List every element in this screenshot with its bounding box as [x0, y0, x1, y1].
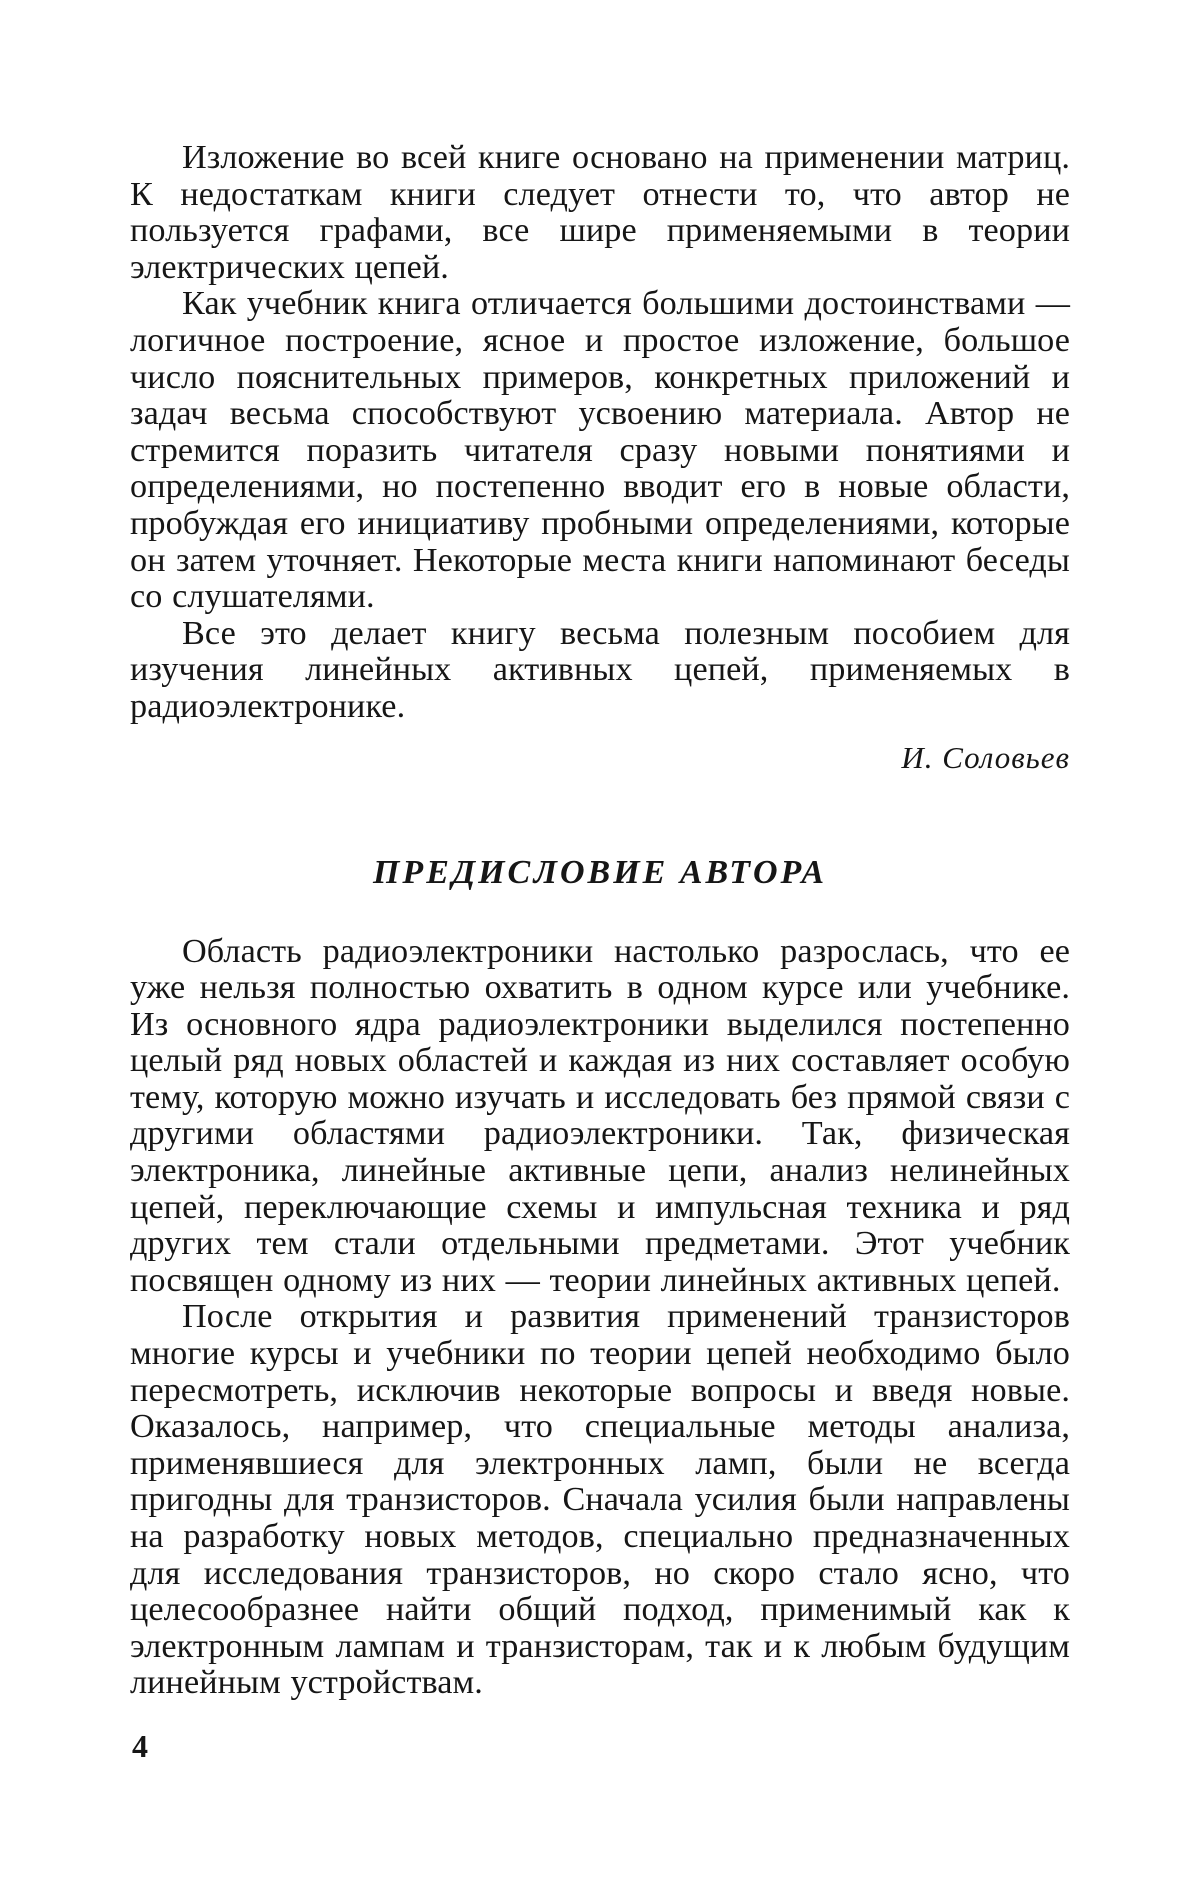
review-section — [130, 140, 1070, 776]
book-page — [130, 140, 1070, 1702]
author-preface-section — [130, 854, 1070, 1702]
review-paragraph-2: Как учебник книга отличается большими достоинствами — логичное построение, ясное и простое изложение, большое число пояснительных примеров, конкретных приложений и задач весьма способствуют усвоению материала. Автор не стремится поразить читателя сразу новыми понятиями и определениями, но постепенно вводит его в новые области, пробуждая его инициативу пробными определениями, которые он затем уточняет. Некоторые места книги напоминают беседы со слушателями. — [130, 286, 1070, 615]
page-number: 4 — [132, 1728, 148, 1765]
review-paragraph-1: Изложение во всей книге основано на применении матриц. К недостаткам книги следует отнести то, что автор не пользуется графами, все шире применяемыми в теории электрических цепей. — [130, 140, 1070, 286]
review-paragraph-3: Все это делает книгу весьма полезным пособием для изучения линейных активных цепей, применяемых в радиоэлектронике. — [130, 616, 1070, 726]
reviewer-signature: И. Соловьев — [130, 740, 1070, 776]
preface-paragraph-1: Область радиоэлектроники настолько разрослась, что ее уже нельзя полностью охватить в одном курсе или учебнике. Из основного ядра радиоэлектроники выделился постепенно целый ряд новых областей и каждая из них составляет особую тему, которую можно изучать и исследовать без прямой связи с другими областями радиоэлектроники. Так, физическая электроника, линейные активные цепи, анализ нелинейных цепей, переключающие схемы и импульсная техника и ряд других тем стали отдельными предметами. Этот учебник посвящен одному из них — теории линейных активных цепей. — [130, 934, 1070, 1300]
preface-paragraph-2: После открытия и развития применений транзисторов многие курсы и учебники по теории цепей необходимо было пересмотреть, исключив некоторые вопросы и введя новые. Оказалось, например, что специальные методы анализа, применявшиеся для электронных ламп, были не всегда пригодны для транзисторов. Сначала усилия были направлены на разработку новых методов, специально предназначенных для исследования транзисторов, но скоро стало ясно, что целесообразнее найти общий подход, применимый как к электронным лампам и транзисторам, так и к любым будущим линейным устройствам. — [130, 1299, 1070, 1702]
preface-title: ПРЕДИСЛОВИЕ АВТОРА — [130, 854, 1070, 892]
